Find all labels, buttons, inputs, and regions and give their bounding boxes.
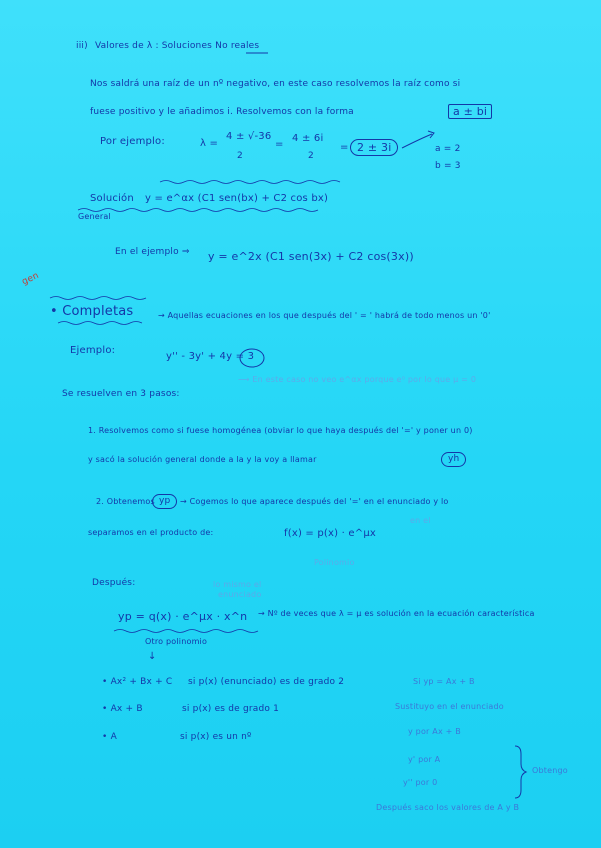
- fraction-1-numerator: 4 ± √-36: [226, 131, 272, 142]
- completas-title-text: Completas: [62, 304, 134, 319]
- case-2-condition: si p(x) es de grado 1: [182, 704, 280, 714]
- form-box: a ± bi: [448, 104, 492, 119]
- step-2-label: 2. Obtenemos: [96, 497, 155, 506]
- right-brace: [515, 746, 526, 798]
- right-note-y1: y' por A: [408, 755, 441, 764]
- wavy-line-3: [50, 297, 146, 300]
- arrow-down: ↓: [148, 651, 157, 662]
- value-b: b = 3: [435, 161, 461, 171]
- wavy-line-5: [114, 630, 258, 633]
- wavy-line-4: [58, 322, 142, 325]
- brace-label: Obtengo: [532, 766, 568, 775]
- solution-formula: y = e^αx (C1 sen(bx) + C2 cos bx): [145, 193, 329, 204]
- example-2-equation: y'' - 3y' + 4y = 3: [166, 351, 255, 362]
- completas-description: → Aquellas ecuaciones en los que después del ' = ' habrá de todo menos un '0': [158, 311, 491, 320]
- otro-polinomio: Otro polinomio: [145, 637, 208, 646]
- example-label: Por ejemplo:: [100, 136, 165, 147]
- result-circled: 2 ± 3i: [350, 139, 398, 156]
- step-1-line-2: y sacó la solución general donde a la y la voy a llamar: [88, 455, 317, 464]
- fraction-1-denominator: 2: [237, 151, 243, 161]
- intro-line-2: fuese positivo y le añadimos i. Resolvemos con la forma: [90, 107, 354, 117]
- step-2-line-1: → Cogemos lo que aparece después del '=' en el enunciado y lo: [180, 497, 449, 506]
- example-solution-formula: y = e^2x (C1 sen(3x) + C2 cos(3x)): [208, 250, 414, 263]
- faint-enunciado: enunciado: [218, 590, 262, 599]
- right-note-sustituyo: Sustituyo en el enunciado: [395, 702, 504, 711]
- step-1-line-1: 1. Resolvemos como si fuese homogénea (obviar lo que haya después del '=' y poner un 0): [88, 426, 473, 435]
- case-3-condition: si p(x) es un nº: [180, 732, 252, 742]
- faint-note: ⟶ En este caso no veo e^αx porque e⁰ por lo que μ = 0: [238, 375, 477, 384]
- case-1-condition: si p(x) (enunciado) es de grado 2: [188, 677, 345, 687]
- step-2-formula: f(x) = p(x) · e^μx: [284, 528, 376, 539]
- arrow-result: [402, 134, 432, 148]
- value-a: a = 2: [435, 144, 461, 154]
- right-note-y2: y'' por 0: [403, 778, 438, 787]
- right-note-final: Después saco los valores de A y B: [376, 803, 520, 812]
- wavy-line-2: [78, 209, 318, 212]
- fraction-2-numerator: 4 ± 6i: [292, 133, 324, 144]
- section-title: Valores de λ : Soluciones No reales: [95, 41, 260, 51]
- section-numeral: iii): [76, 41, 88, 51]
- yp-formula: yp = q(x) · e^μx · x^n: [118, 610, 248, 623]
- example-2-label: Ejemplo:: [70, 345, 116, 356]
- case-2-polynomial: • Ax + B: [102, 704, 143, 714]
- fraction-2-denominator: 2: [308, 151, 314, 161]
- solution-sublabel: General: [78, 212, 111, 221]
- yp-circled: yp: [152, 494, 177, 509]
- case-3-polynomial: • A: [102, 732, 117, 742]
- faint-polinomio: Polinomio: [314, 558, 355, 567]
- yh-circled: yh: [441, 452, 466, 467]
- faint-top-note: en el: [410, 516, 431, 525]
- example-solution-label: En el ejemplo ⇒: [115, 247, 190, 257]
- equals-1: =: [275, 139, 284, 150]
- lambda-sign: λ =: [200, 138, 219, 149]
- equals-2: =: [340, 142, 349, 153]
- right-note-y: y por Ax + B: [408, 727, 461, 736]
- step-2-line-2: separamos en el producto de:: [88, 528, 214, 537]
- case-1-polynomial: • Ax² + Bx + C: [102, 677, 173, 687]
- steps-intro: Se resuelven en 3 pasos:: [62, 389, 180, 399]
- intro-line-1: Nos saldrá una raíz de un nº negativo, en este caso resolvemos la raíz como si: [90, 79, 461, 89]
- right-note-si: Si yp = Ax + B: [413, 677, 475, 686]
- wavy-line-1: [160, 181, 340, 184]
- yp-description: → Nº de veces que λ = μ es solución en la ecuación característica: [258, 609, 535, 618]
- after-label: Después:: [92, 578, 136, 588]
- completas-title: • Completas: [50, 304, 134, 319]
- solution-label: Solución: [90, 193, 134, 204]
- faint-mismo: lo mismo el: [213, 580, 262, 589]
- margin-note: gen: [20, 270, 41, 288]
